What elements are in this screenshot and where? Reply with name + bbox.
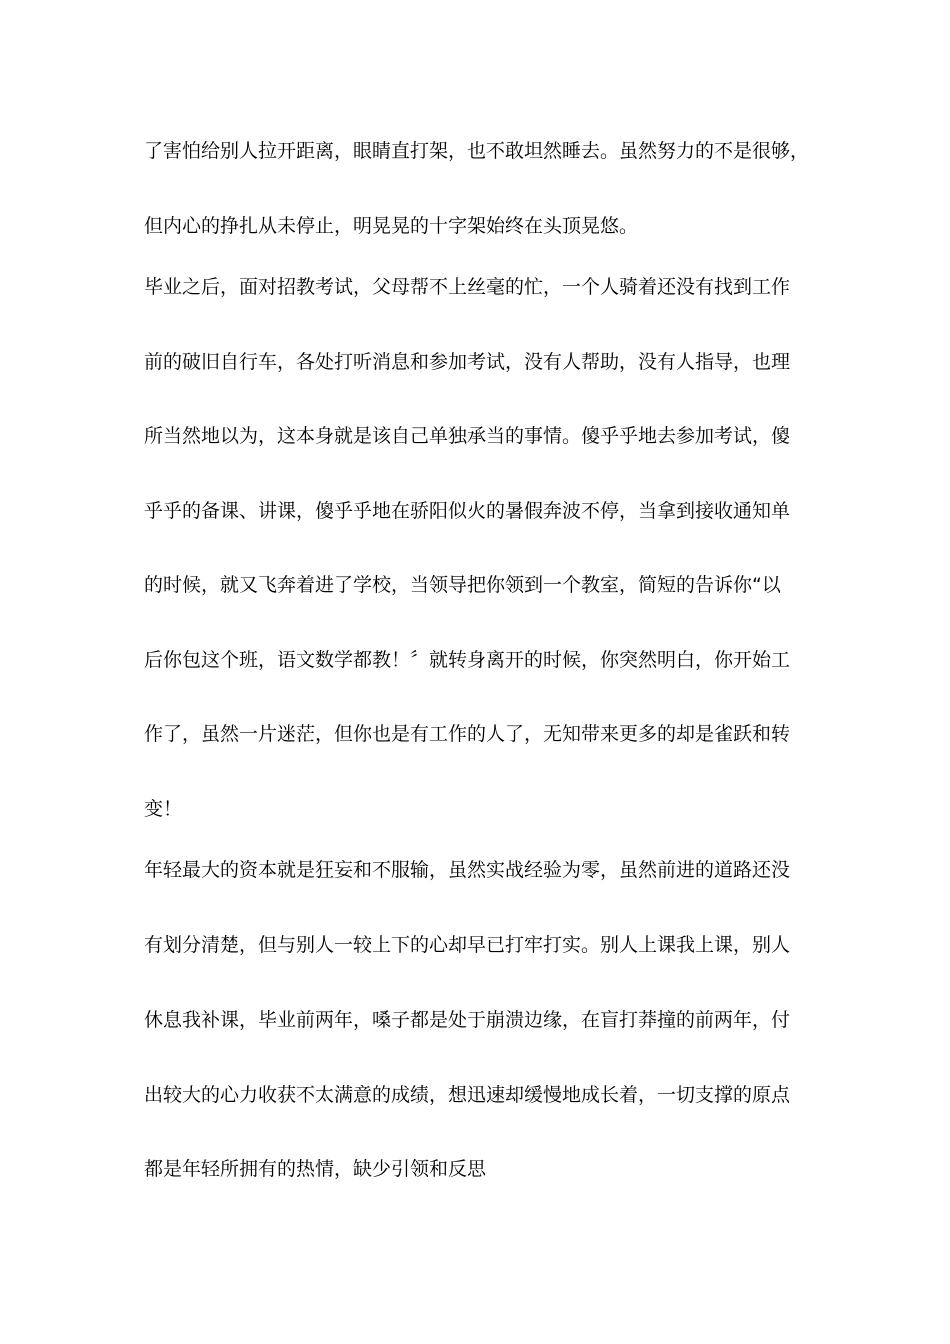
text-line: 乎乎的备课、讲课，傻乎乎地在骄阳似火的暑假奔波不停，当拿到接收通知单: [144, 500, 791, 522]
text-line: 了害怕给别人拉开距离，眼睛直打架，也不敢坦然睡去。虽然努力的不是很够，: [144, 140, 810, 162]
text-line: 变！: [144, 798, 183, 820]
text-line: 所当然地以为，这本身就是该自己单独承当的事情。傻乎乎地去参加考试，傻: [144, 425, 791, 447]
text-line: 有划分清楚，但与别人一较上下的心却早已打牢打实。别人上课我上课，别人: [144, 934, 791, 956]
text-line: 后你包这个班，语文数学都教！〞就转身离开的时候，你突然明白，你开始工: [144, 649, 791, 671]
text-line: 作了，虽然一片迷茫，但你也是有工作的人了，无知带来更多的却是雀跃和转: [144, 723, 791, 745]
text-line: 都是年轻所拥有的热情，缺少引领和反思: [144, 1158, 487, 1180]
text-line: 但内心的挣扎从未停止，明晃晃的十字架始终在头顶晃悠。: [144, 215, 639, 237]
text-line: 前的破旧自行车，各处打听消息和参加考试，没有人帮助，没有人指导，也理: [144, 351, 791, 373]
text-line: 休息我补课，毕业前两年，嗓子都是处于崩溃边缘，在盲打莽撞的前两年，付: [144, 1009, 791, 1031]
text-line: 出较大的心力收获不太满意的成绩，想迅速却缓慢地成长着，一切支撑的原点: [144, 1084, 791, 1106]
text-line: 的时候，就又飞奔着进了学校，当领导把你领到一个教室，简短的告诉你“以: [144, 574, 781, 596]
text-line: 毕业之后，面对招教考试，父母帮不上丝毫的忙，一个人骑着还没有找到工作: [144, 276, 791, 298]
text-line: 年轻最大的资本就是狂妄和不服输，虽然实战经验为零，虽然前进的道路还没: [144, 859, 791, 881]
